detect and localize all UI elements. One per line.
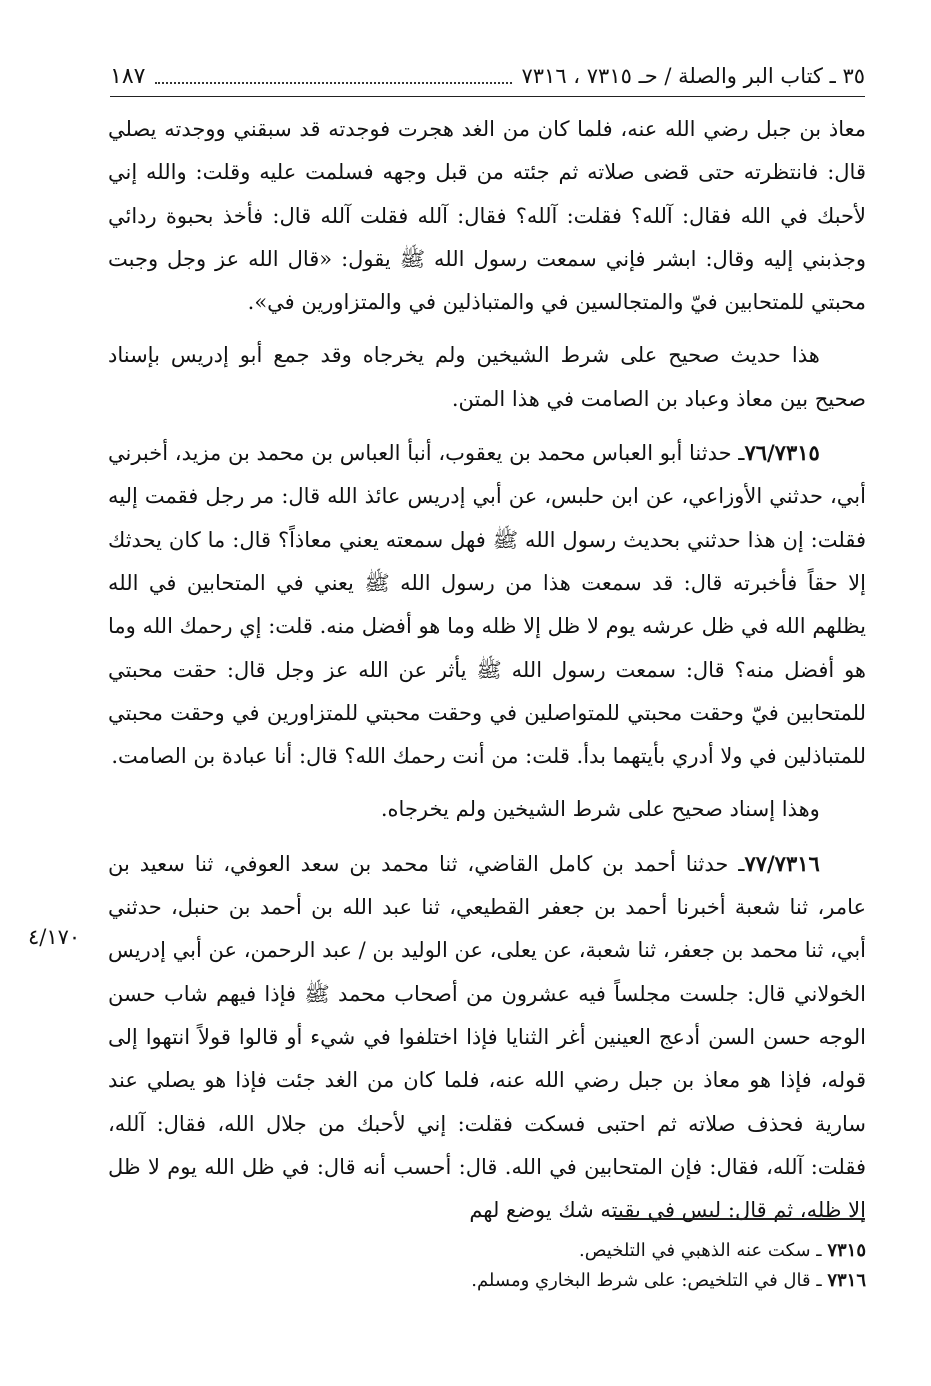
hadith-number: ٧٦/٧٣١٥ [744, 440, 820, 466]
dotted-leader [155, 68, 511, 84]
main-text [108, 108, 866, 1232]
footnote-item [300, 1266, 866, 1296]
footnotes [300, 1236, 866, 1296]
hadith-number: ٧٧/٧٣١٦ [744, 850, 820, 876]
page-number: ١٨٧ [110, 63, 146, 89]
paragraph-grading-7315: وهذا إسناد صحيح على شرط الشيخين ولم يخرجاه. [380, 797, 820, 822]
page-header [110, 56, 865, 97]
footnote-number: ٧٣١٥ [827, 1240, 866, 1261]
footnote-divider [615, 1218, 865, 1220]
footnote-number: ٧٣١٦ [827, 1270, 866, 1291]
footnote-text: ـ سكت عنه الذهبي في التلخيص. [579, 1240, 822, 1261]
margin-volume-reference: ٤/١٧٠ [28, 925, 81, 949]
hadith-7315 [108, 431, 866, 778]
paragraph-grading-7314: هذا حديث صحيح على شرط الشيخين ولم يخرجاه وقد جمع أبو إدريس بإسناد صحيح بين معاذ وعباد بن الصامت في هذا المتن. [108, 343, 866, 411]
hadith-text: ـ حدثنا أحمد بن كامل القاضي، ثنا محمد بن سعد العوفي، ثنا سعيد بن عامر، ثنا شعبة أخبرنا أحمد بن جعفر القطيعي، ثنا عبد الله بن أحمد بن حنبل، حدثني أبي، ثنا محمد بن جعفر، ثنا شعبة، عن يعلى، عن الوليد بن / عبد الرحمن، عن أبي إدريس الخولاني قال: جلست مجلساً فيه عشرون من أصحاب محمد ﷺ فإذا فيهم شاب حسن الوجه حسن السن أدعج العينين أغر الثنايا فإذا اختلفوا في شيء أو قالوا قولاً انتهوا إلى قوله، فإذا هو معاذ بن جبل رضي الله عنه، فلما كان من الغد جئت فإذا هو يصلي عند سارية فحذف صلاته ثم احتبى فسكت فقلت: إني لأحبك من جلال الله، فقال: آلله، فقلت: آلله، فقال: فإن المتحابين في الله. قال: أحسب أنه قال: في ظل الله يوم لا ظل إلا ظله، ثم قال: ليس في بقيته شك يوضع لهم [108, 851, 866, 1223]
paragraph-continuation: معاذ بن جبل رضي الله عنه، فلما كان من الغد هجرت فوجدته قد سبقني ووجدته يصلي قال: فانتظرته حتى قضى صلاته ثم جئته من قبل وجهه فسلمت عليه وقلت: والله إني لأحبك في الله فقال: آلله؟ فقلت: آلله؟ فقال: آلله فقلت آلله قال: فأخذ بحبوة ردائي وجذبني إليه وقال: ابشر فإني سمعت رسول الله ﷺ يقول: «قال الله عز وجل وجبت محبتي للمتحابين فيّ والمتجالسين في والمتباذلين في والمتزاورين في». [108, 117, 866, 315]
hadith-7316 [108, 842, 866, 1233]
hadith-text: ـ حدثنا أبو العباس محمد بن يعقوب، أنبأ العباس بن محمد بن مزيد، أخبرني أبي، حدثني الأوزاعي، عن ابن حلبس، عن أبي إدريس عائذ الله قال: مر رجل فقمت إليه فقلت: إن هذا حدثني بحديث رسول الله ﷺ فهل سمعته يعني معاذاً؟ قال: ما كان يحدثك إلا حقاً فأخبرته قال: قد سمعت هذا من رسول الله ﷺ يعني في المتحابين في الله يظلهم الله في ظل عرشه يوم لا ظل إلا ظله وما هو أفضل منه. قلت: إي رحمك الله وما هو أفضل منه؟ قال: سمعت رسول الله ﷺ يأثر عن الله عز وجل قال: حقت محبتي للمتحابين فيّ وحقت محبتي للمتواصلين في وحقت محبتي للمتزاورين في وحقت محبتي للمتباذلين في ولا أدري بأيتهما بدأ. قلت: من أنت رحمك الله؟ قال: أنا عبادة بن الصامت. [108, 441, 866, 769]
footnote-text: ـ قال في التلخيص: على شرط البخاري ومسلم. [471, 1270, 822, 1291]
footnote-item [300, 1236, 866, 1266]
running-title: ٣٥ ـ كتاب البر والصلة / حـ ٧٣١٥ ، ٧٣١٦ [521, 64, 865, 88]
